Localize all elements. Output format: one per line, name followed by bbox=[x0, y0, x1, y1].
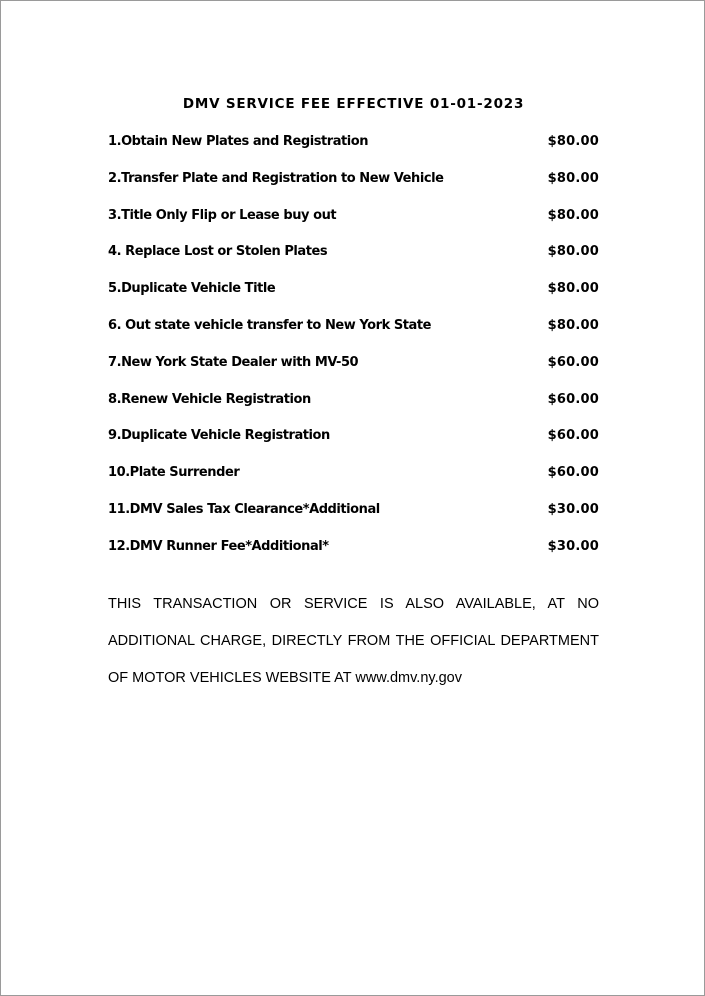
document-title: DMV SERVICE FEE EFFECTIVE 01-01-2023 bbox=[182, 96, 525, 112]
fee-label: 3.Title Only Flip or Lease buy out bbox=[108, 207, 337, 223]
fee-row bbox=[108, 208, 599, 245]
fee-price: $30.00 bbox=[547, 501, 599, 517]
fee-label: 2.Transfer Plate and Registration to New Vehicle bbox=[108, 170, 444, 186]
fee-price: $80.00 bbox=[547, 244, 599, 260]
fee-label: 6. Out state vehicle transfer to New York State bbox=[108, 317, 432, 333]
fee-price: $60.00 bbox=[547, 391, 599, 407]
fee-row bbox=[108, 244, 599, 281]
fee-price: $80.00 bbox=[547, 317, 599, 333]
fee-label: 8.Renew Vehicle Registration bbox=[108, 391, 311, 407]
fee-row bbox=[108, 134, 599, 171]
fee-row bbox=[108, 318, 599, 355]
fee-row bbox=[108, 465, 599, 502]
fee-row bbox=[108, 281, 599, 318]
fee-price: $60.00 bbox=[547, 354, 599, 370]
fee-label: 10.Plate Surrender bbox=[108, 465, 240, 481]
fee-label: 5.Duplicate Vehicle Title bbox=[108, 281, 276, 297]
fee-price: $80.00 bbox=[547, 170, 599, 186]
fee-row bbox=[108, 539, 599, 576]
fee-row bbox=[108, 355, 599, 392]
fee-row bbox=[108, 502, 599, 539]
fee-label: 11.DMV Sales Tax Clearance*Additional bbox=[108, 501, 380, 517]
notice-paragraph: THIS TRANSACTION OR SERVICE IS ALSO AVAILABLE, AT NO ADDITIONAL CHARGE, DIRECTLY FROM THE OFFICIAL DEPARTMENT OF MOTOR VEHICLES WEBSITE AT www.dmv.ny.gov bbox=[108, 596, 599, 686]
fee-price: $60.00 bbox=[547, 465, 599, 481]
fee-label: 1.Obtain New Plates and Registration bbox=[108, 134, 369, 149]
fee-label: 12.DMV Runner Fee*Additional* bbox=[108, 538, 329, 554]
fee-row bbox=[108, 171, 599, 208]
fee-row bbox=[108, 428, 599, 465]
fee-label: 9.Duplicate Vehicle Registration bbox=[108, 428, 330, 444]
fee-label: 4. Replace Lost or Stolen Plates bbox=[108, 244, 328, 260]
fee-list bbox=[108, 134, 599, 576]
fee-price: $60.00 bbox=[547, 428, 599, 444]
fee-price: $80.00 bbox=[547, 281, 599, 297]
fee-row bbox=[108, 392, 599, 429]
fee-price: $80.00 bbox=[547, 207, 599, 223]
fee-price: $80.00 bbox=[547, 134, 599, 149]
fee-price: $30.00 bbox=[547, 538, 599, 554]
fee-label: 7.New York State Dealer with MV-50 bbox=[108, 354, 359, 370]
